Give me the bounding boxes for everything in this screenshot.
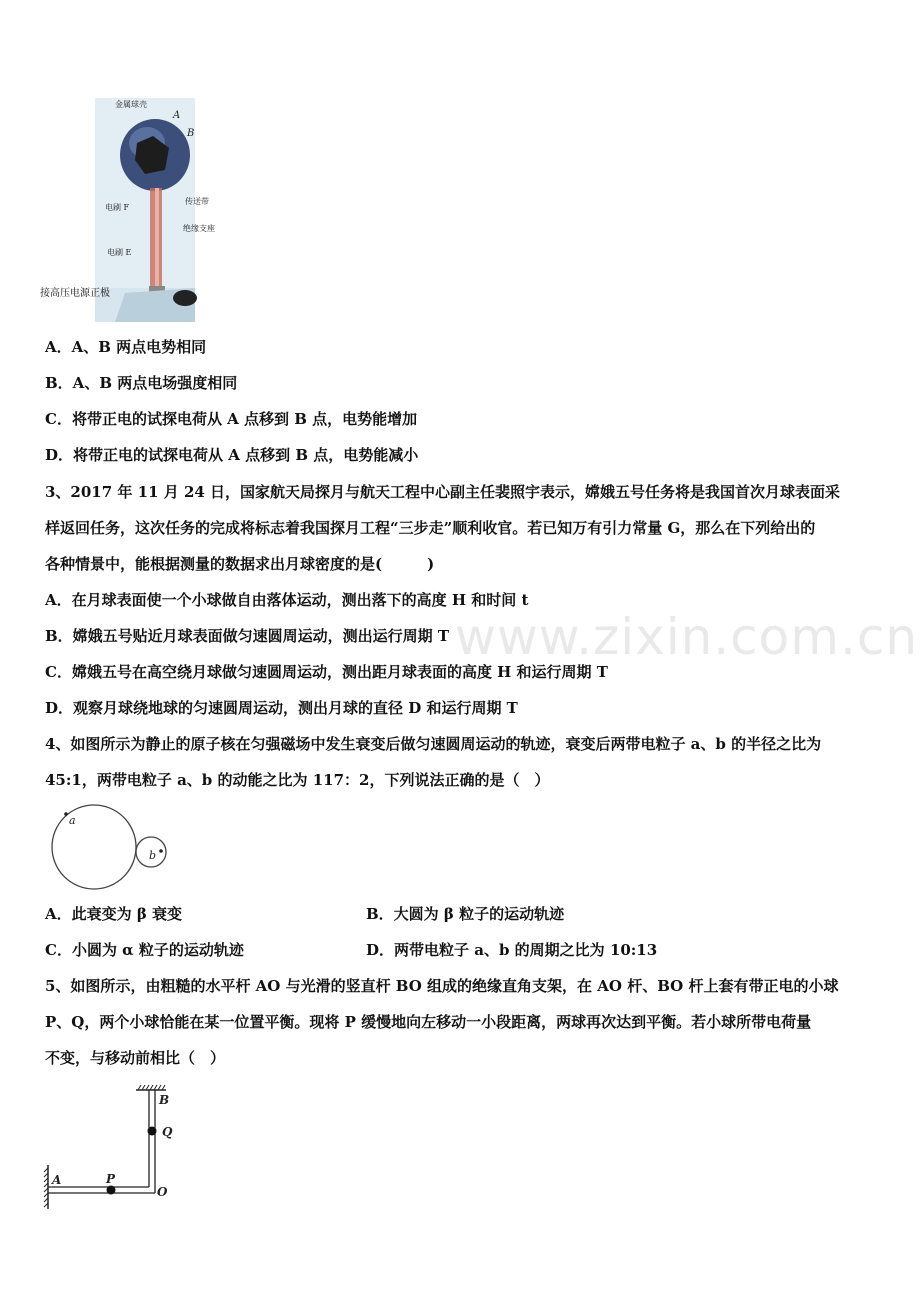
ball-q — [148, 1127, 157, 1136]
brush-e-label: 电刷 E — [107, 248, 132, 257]
q3-stem-line1: 3、2017 年 11 月 24 日，国家航天局探月与航天工程中心副主任裴照宇表示，嫦娥五号任务将是我国首次月球表面采 — [45, 483, 841, 501]
watermark: www.zixin.com.cn — [455, 608, 919, 666]
q3-option-b: B．嫦娥五号贴近月球表面做匀速圆周运动，测出运行周期 T — [45, 627, 450, 645]
q3-option-d: D．观察月球绕地球的匀速圆周运动，测出月球的直径 D 和运行周期 T — [45, 699, 518, 717]
label-q: Q — [162, 1125, 173, 1139]
q4-stem-line2: 45:1，两带电粒子 a、b 的动能之比为 117：2，下列说法正确的是（ ） — [45, 771, 550, 789]
q4-option-a: A．此衰变为 β 衰变 — [45, 905, 183, 923]
q3-option-c: C．嫦娥五号在高空绕月球做匀速圆周运动，测出距月球表面的高度 H 和运行周期 T — [45, 663, 608, 681]
label-a: A — [52, 1173, 62, 1187]
q4-stem-line1: 4、如图所示为静止的原子核在匀强磁场中发生衰变后做匀速圆周运动的轨迹，衰变后两带电粒子 a、b 的半径之比为 — [45, 735, 822, 753]
belt-label: 传送带 — [185, 197, 209, 206]
q3-option-a: A．在月球表面使一个小球做自由落体运动，测出落下的高度 H 和时间 t — [45, 591, 529, 609]
q5-stem-line1: 5、如图所示，由粗糙的水平杆 AO 与光滑的竖直杆 BO 组成的绝缘直角支架，在 AO 杆、BO 杆上套有带正电的小球 — [45, 977, 839, 995]
support-label: 绝缘支座 — [183, 224, 215, 233]
q2-option-c: C．将带正电的试探电荷从 A 点移到 B 点，电势能增加 — [45, 410, 418, 428]
q4-option-d: D．两带电粒子 a、b 的周期之比为 10:13 — [366, 941, 658, 959]
power-label: 接高压电源正极 — [40, 288, 110, 299]
label-a: a — [69, 814, 76, 827]
particle-a-dot — [64, 812, 68, 816]
decay-tracks-figure — [45, 803, 170, 893]
point-b-label: B — [187, 128, 195, 139]
q2-option-d: D．将带正电的试探电荷从 A 点移到 B 点，电势能减小 — [45, 446, 419, 464]
brush-f-label: 电刷 F — [105, 203, 130, 212]
q4-option-b: B．大圆为 β 粒子的运动轨迹 — [366, 905, 565, 923]
label-o: O — [157, 1185, 168, 1199]
label-p: P — [106, 1172, 116, 1186]
right-angle-frame-figure — [40, 1085, 180, 1215]
q5-stem-line3: 不变，与移动前相比（ ） — [45, 1049, 226, 1067]
ball-p — [107, 1186, 116, 1195]
van-de-graaff-figure — [95, 98, 215, 322]
q2-option-b: B．A、B 两点电场强度相同 — [45, 374, 238, 392]
large-circle-track — [52, 805, 136, 889]
q3-stem-line3: 各种情景中，能根据测量的数据求出月球密度的是( ) — [45, 555, 435, 573]
q2-option-a: A．A、B 两点电势相同 — [45, 338, 207, 356]
shell-label: 金属球壳 — [115, 100, 147, 109]
q4-option-c: C．小圆为 α 粒子的运动轨迹 — [45, 941, 244, 959]
point-a-label: A — [173, 110, 181, 121]
label-b: B — [159, 1093, 170, 1107]
particle-b-dot — [159, 849, 163, 853]
q5-stem-line2: P、Q，两个小球恰能在某一位置平衡。现将 P 缓慢地向左移动一小段距离，两球再次达到平衡。若小球所带电荷量 — [45, 1013, 812, 1031]
q3-stem-line2: 样返回任务，这次任务的完成将标志着我国探月工程“三步走”顺利收官。若已知万有引力常量 G，那么在下列给出的 — [45, 519, 816, 537]
label-b: b — [149, 849, 157, 862]
